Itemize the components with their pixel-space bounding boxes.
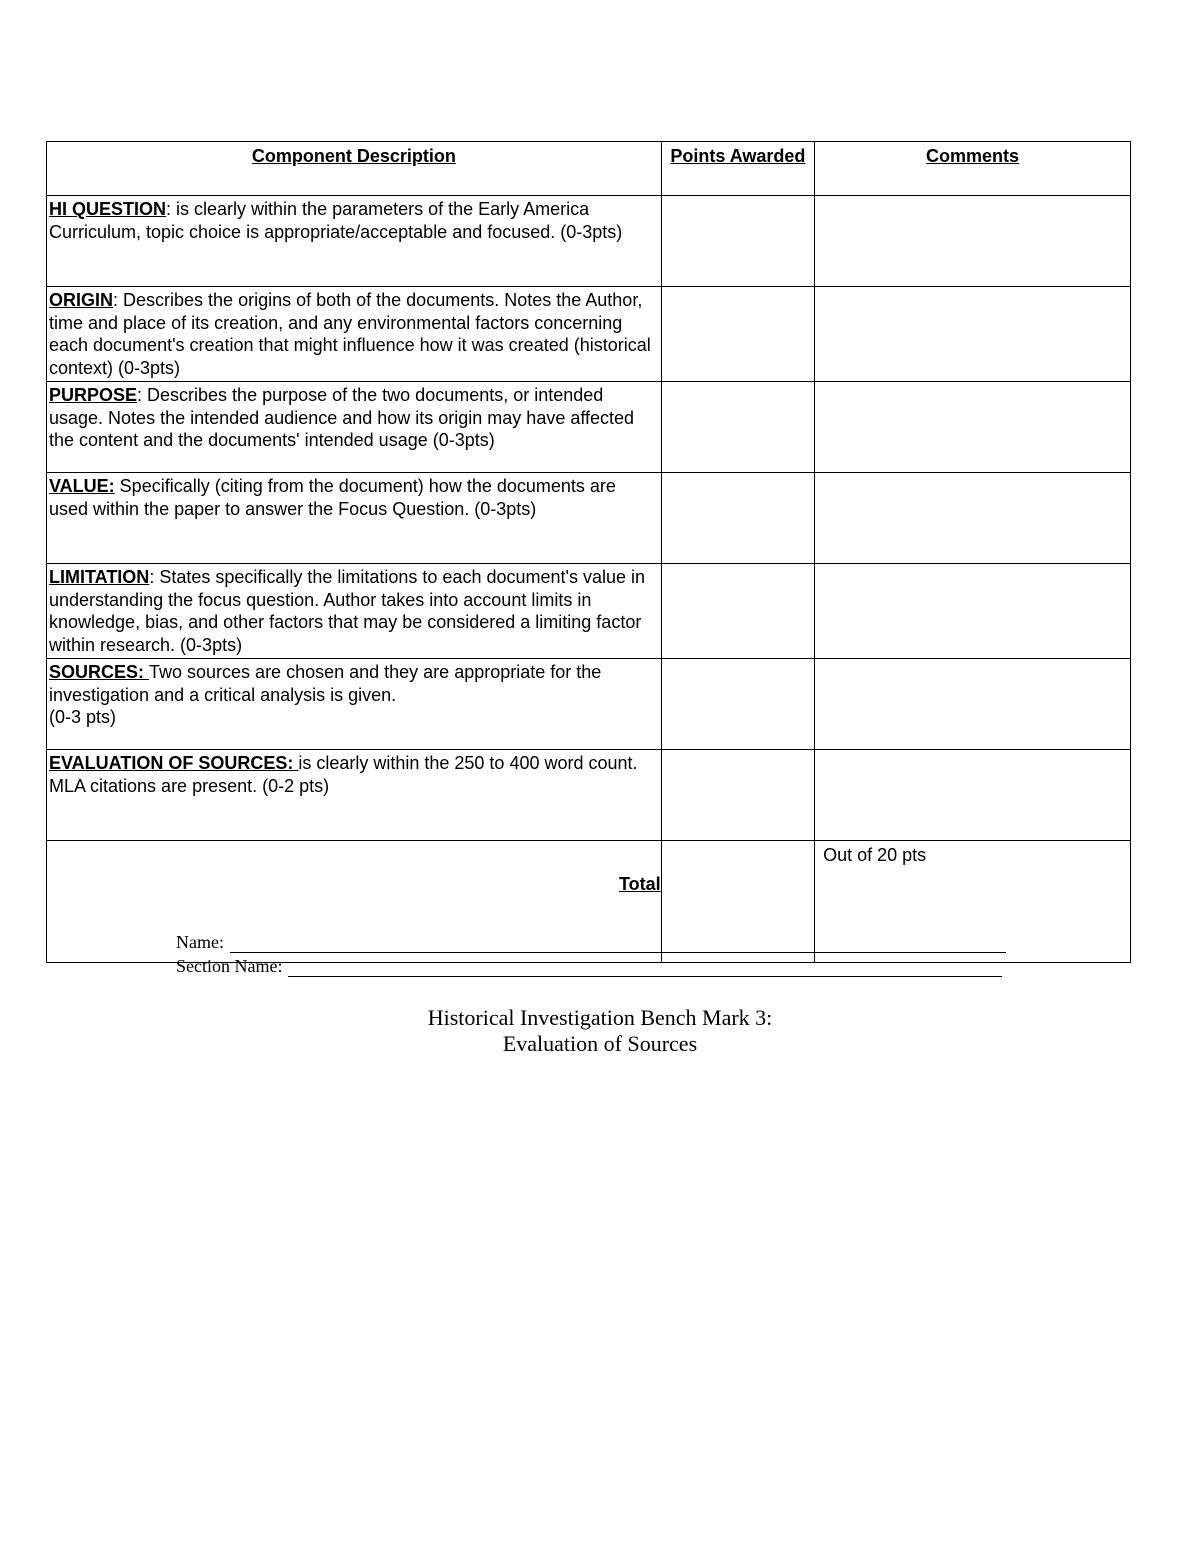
criterion-label: ORIGIN: [49, 290, 114, 310]
comments-cell[interactable]: [815, 564, 1131, 659]
total-comments-cell: Out of 20 pts: [815, 841, 1131, 963]
points-cell[interactable]: [661, 750, 814, 841]
criterion-cell: [47, 382, 662, 473]
rubric-row-sources: [47, 659, 1131, 750]
section-name-field-row: [176, 955, 1002, 977]
criterion-text: Specifically (citing from the document) how the documents are used within the paper to answer the Focus Question. (0-3pts): [49, 476, 616, 519]
points-cell[interactable]: [661, 564, 814, 659]
criterion-cell: [47, 564, 662, 659]
comments-cell[interactable]: [815, 659, 1131, 750]
comments-cell[interactable]: [815, 750, 1131, 841]
rubric-row-purpose: [47, 382, 1131, 473]
comments-cell[interactable]: [815, 473, 1131, 564]
criterion-label: PURPOSE: [49, 385, 138, 405]
header-component-description: Component Description: [47, 142, 662, 196]
points-cell[interactable]: [661, 659, 814, 750]
criterion-cell: [47, 659, 662, 750]
name-field-row: [176, 931, 1006, 953]
criterion-text: : is clearly within the parameters of the Early America Curriculum, topic choice is appropriate/acceptable and focused. (0-3pts): [49, 199, 623, 242]
header-comments: Comments: [815, 142, 1131, 196]
name-label: Name:: [176, 932, 224, 952]
points-cell[interactable]: [661, 287, 814, 382]
section-name-label: Section Name:: [176, 956, 283, 976]
rubric-row-value: [47, 473, 1131, 564]
points-cell[interactable]: [661, 382, 814, 473]
criterion-label: LIMITATION: [49, 567, 150, 587]
criterion-label: SOURCES:: [49, 662, 150, 682]
total-label: Total: [619, 874, 661, 894]
criterion-cell: [47, 750, 662, 841]
rubric-row-hi-question: [47, 196, 1131, 287]
criterion-cell: [47, 287, 662, 382]
header-points-awarded: Points Awarded: [661, 142, 814, 196]
criterion-cell: [47, 196, 662, 287]
document-title-line-1: Historical Investigation Bench Mark 3:: [427, 1005, 773, 1030]
points-cell[interactable]: [661, 473, 814, 564]
rubric-table: [46, 141, 1131, 963]
criterion-text: : Describes the purpose of the two documents, or intended usage. Notes the intended audience and how its origin may have affected the content and the documents' intended usage (0-3pts): [49, 385, 635, 450]
comments-cell[interactable]: [815, 196, 1131, 287]
points-cell[interactable]: [661, 196, 814, 287]
criterion-text: : Describes the origins of both of the documents. Notes the Author, time and place of its creation, and any environmental factors concerning each document's creation that might influence how it was created (historical context) (0-3pts): [49, 290, 651, 378]
criterion-cell: [47, 473, 662, 564]
rubric-row-limitation: [47, 564, 1131, 659]
header-row: [47, 142, 1131, 196]
criterion-text: Two sources are chosen and they are appropriate for the investigation and a critical analysis is given. (0-3 pts): [49, 662, 602, 727]
rubric-row-evaluation-of-sources: [47, 750, 1131, 841]
criterion-text: : States specifically the limitations to each document's value in understanding the focus question. Author takes into account limits in knowledge, bias, and other factors that may be considered a limiting factor within research. (0-3pts): [49, 567, 645, 655]
comments-cell[interactable]: [815, 287, 1131, 382]
name-blank[interactable]: [230, 934, 1006, 953]
comments-cell[interactable]: [815, 382, 1131, 473]
criterion-text: is clearly within the 250 to 400 word count. MLA citations are present. (0-2 pts): [49, 753, 638, 796]
document-title-line-2: Evaluation of Sources: [502, 1031, 698, 1056]
criterion-label: VALUE:: [49, 476, 115, 496]
rubric-row-origin: [47, 287, 1131, 382]
section-name-blank[interactable]: [288, 958, 1002, 977]
criterion-label: EVALUATION OF SOURCES:: [49, 753, 299, 773]
criterion-label: HI QUESTION: [49, 199, 167, 219]
